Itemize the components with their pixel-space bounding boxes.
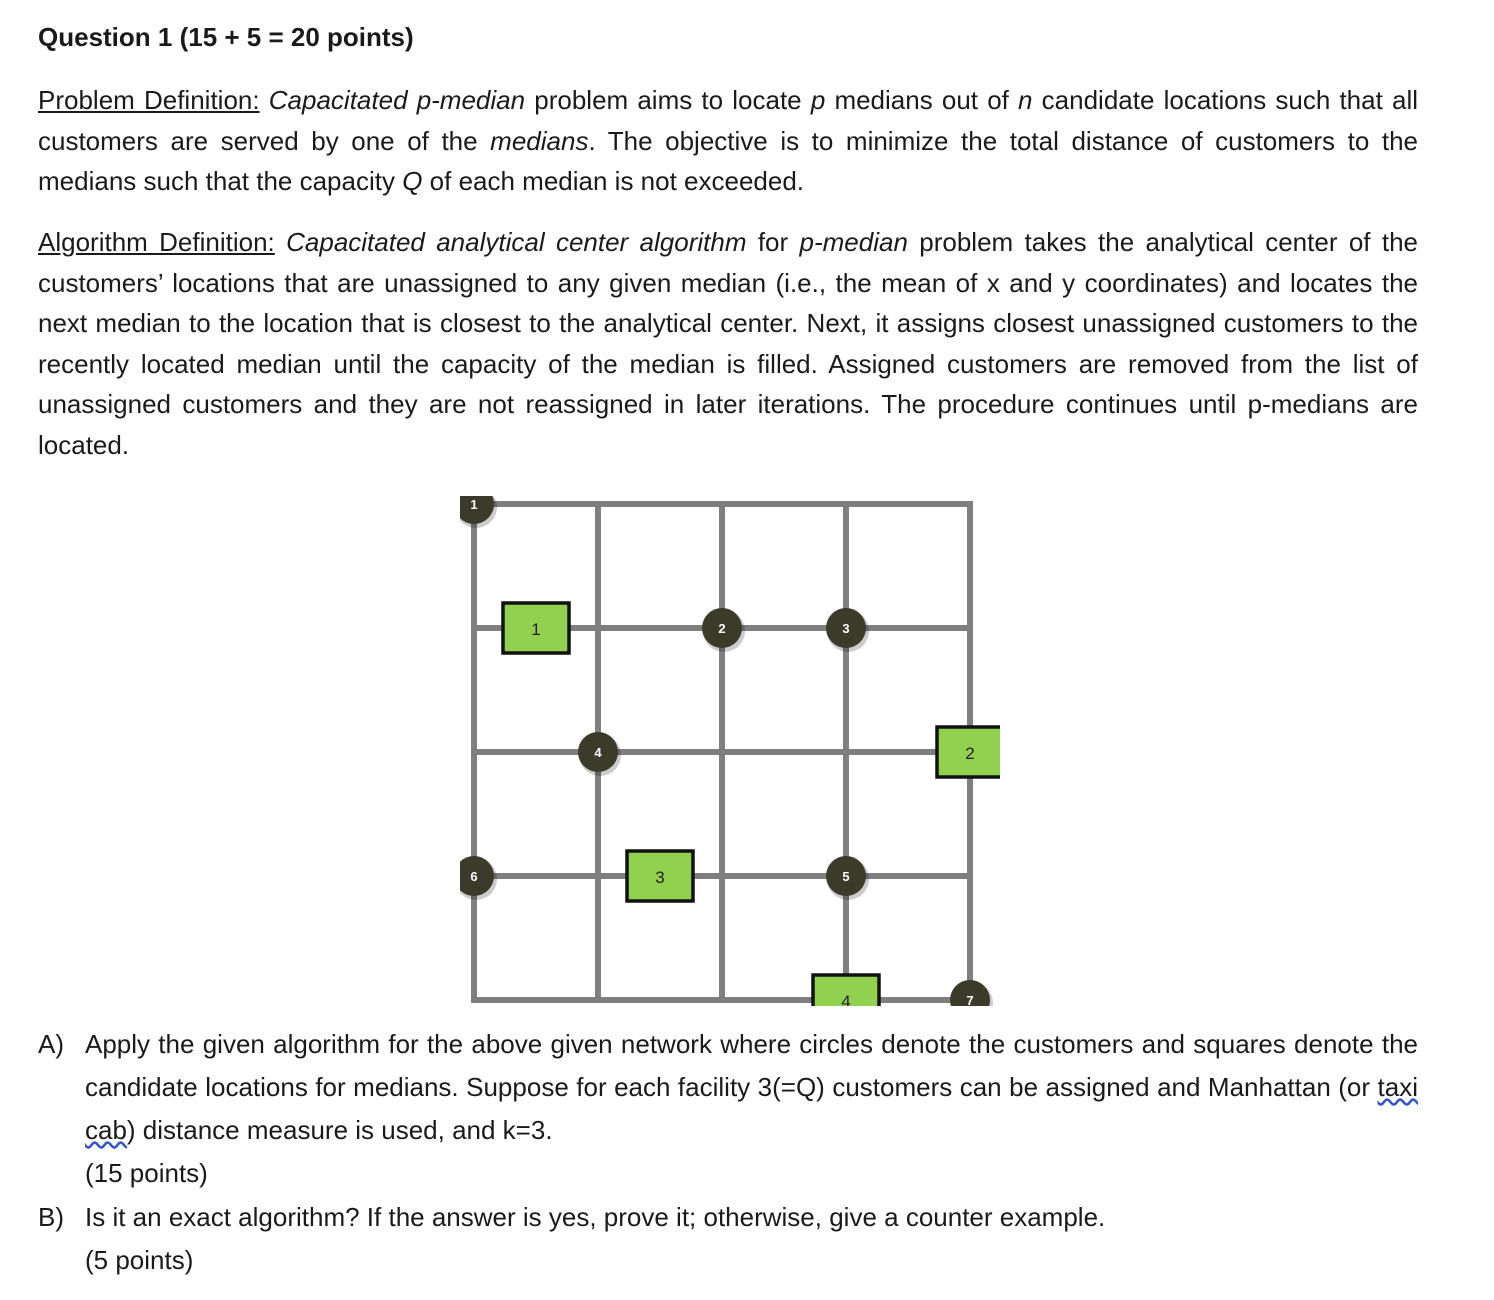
problem-text: . The objective is to minimize the total distance of customers to the medians such that the capacity (38, 125, 1418, 196)
customer-node (826, 856, 869, 900)
question-title: Question 1 (15 + 5 = 20 points) (38, 22, 414, 52)
question-b-text: Is it an exact algorithm? If the answer is yes, prove it; otherwise, give a counter example. (85, 1202, 1106, 1232)
question-b-marker: B) (38, 1202, 64, 1232)
algorithm-label: Algorithm Definition: (38, 227, 275, 257)
customer-node (578, 732, 621, 776)
customer-label: 2 (718, 621, 726, 636)
question-a-marker: A) (38, 1029, 64, 1059)
problem-text: medians out of (825, 85, 1019, 115)
customer-label: 5 (842, 869, 850, 884)
question-a (38, 1023, 1418, 1195)
customer-node (702, 608, 745, 652)
algorithm-definition (38, 222, 1418, 465)
problem-text: of each median is not exceeded. (422, 166, 805, 196)
problem-text: candidate locations such that all customers are served by one of the (38, 85, 1419, 156)
candidate-label: 4 (841, 992, 851, 1006)
var-q: Q (402, 166, 423, 196)
customer-label: 1 (470, 497, 478, 512)
question-a-points: (15 points) (85, 1158, 208, 1188)
candidate-location (937, 727, 1000, 777)
pmedian-term: p-median (799, 227, 908, 257)
customer-label: 7 (966, 993, 974, 1006)
algorithm-term: Capacitated analytical center algorithm (286, 227, 747, 257)
medians-term: medians (490, 125, 589, 156)
customer-label: 3 (842, 621, 850, 636)
grid-network-svg (460, 496, 1000, 1006)
candidate-location (813, 975, 879, 1006)
problem-label: Problem Definition: (38, 85, 260, 115)
customer-node (460, 856, 497, 900)
var-n: n (1018, 85, 1033, 115)
problem-term: Capacitated p-median (268, 85, 526, 115)
problem-definition (38, 80, 1418, 202)
question-b-points: (5 points) (85, 1245, 194, 1275)
problem-text: problem aims to locate (525, 85, 811, 115)
customer-node (460, 496, 497, 528)
candidate-location (627, 851, 693, 901)
candidate-location (503, 603, 569, 653)
customer-node (826, 608, 869, 652)
var-p: p (810, 85, 826, 115)
grid-lines (474, 504, 970, 1000)
algorithm-text: problem takes the analytical center of the customers’ locations that are unassigned to any given median (i.e., the mean of x and y coordinates) and locates the next median to the location that is closest to the analytical center. Next, it assigns closest unassigned customers to the recently located median until the capacity of the median is filled. Assigned customers are removed from the list of unassigned customers and they are not reassigned in later iterations. The procedure continues until p-medians are located. (38, 227, 1418, 460)
candidate-locations (503, 603, 1000, 1006)
customer-label: 4 (594, 745, 602, 760)
customer-node (950, 980, 993, 1006)
grid-network-figure (460, 496, 1000, 1006)
customer-label: 6 (470, 869, 478, 884)
question-a-text-end: ) distance measure is used, and k=3. (126, 1115, 553, 1145)
candidate-label: 1 (531, 620, 541, 639)
candidate-label: 2 (965, 744, 975, 763)
taxi-cab-term: taxi cab (85, 1072, 1418, 1145)
algorithm-text: for (746, 227, 800, 257)
question-b (38, 1196, 1418, 1282)
candidate-label: 3 (655, 868, 665, 887)
question-a-text: Apply the given algorithm for the above given network where circles denote the customers and squares denote the candidate locations for medians. Suppose for each facility 3(=Q) customers can be assigned and Manhattan (or (85, 1029, 1418, 1102)
